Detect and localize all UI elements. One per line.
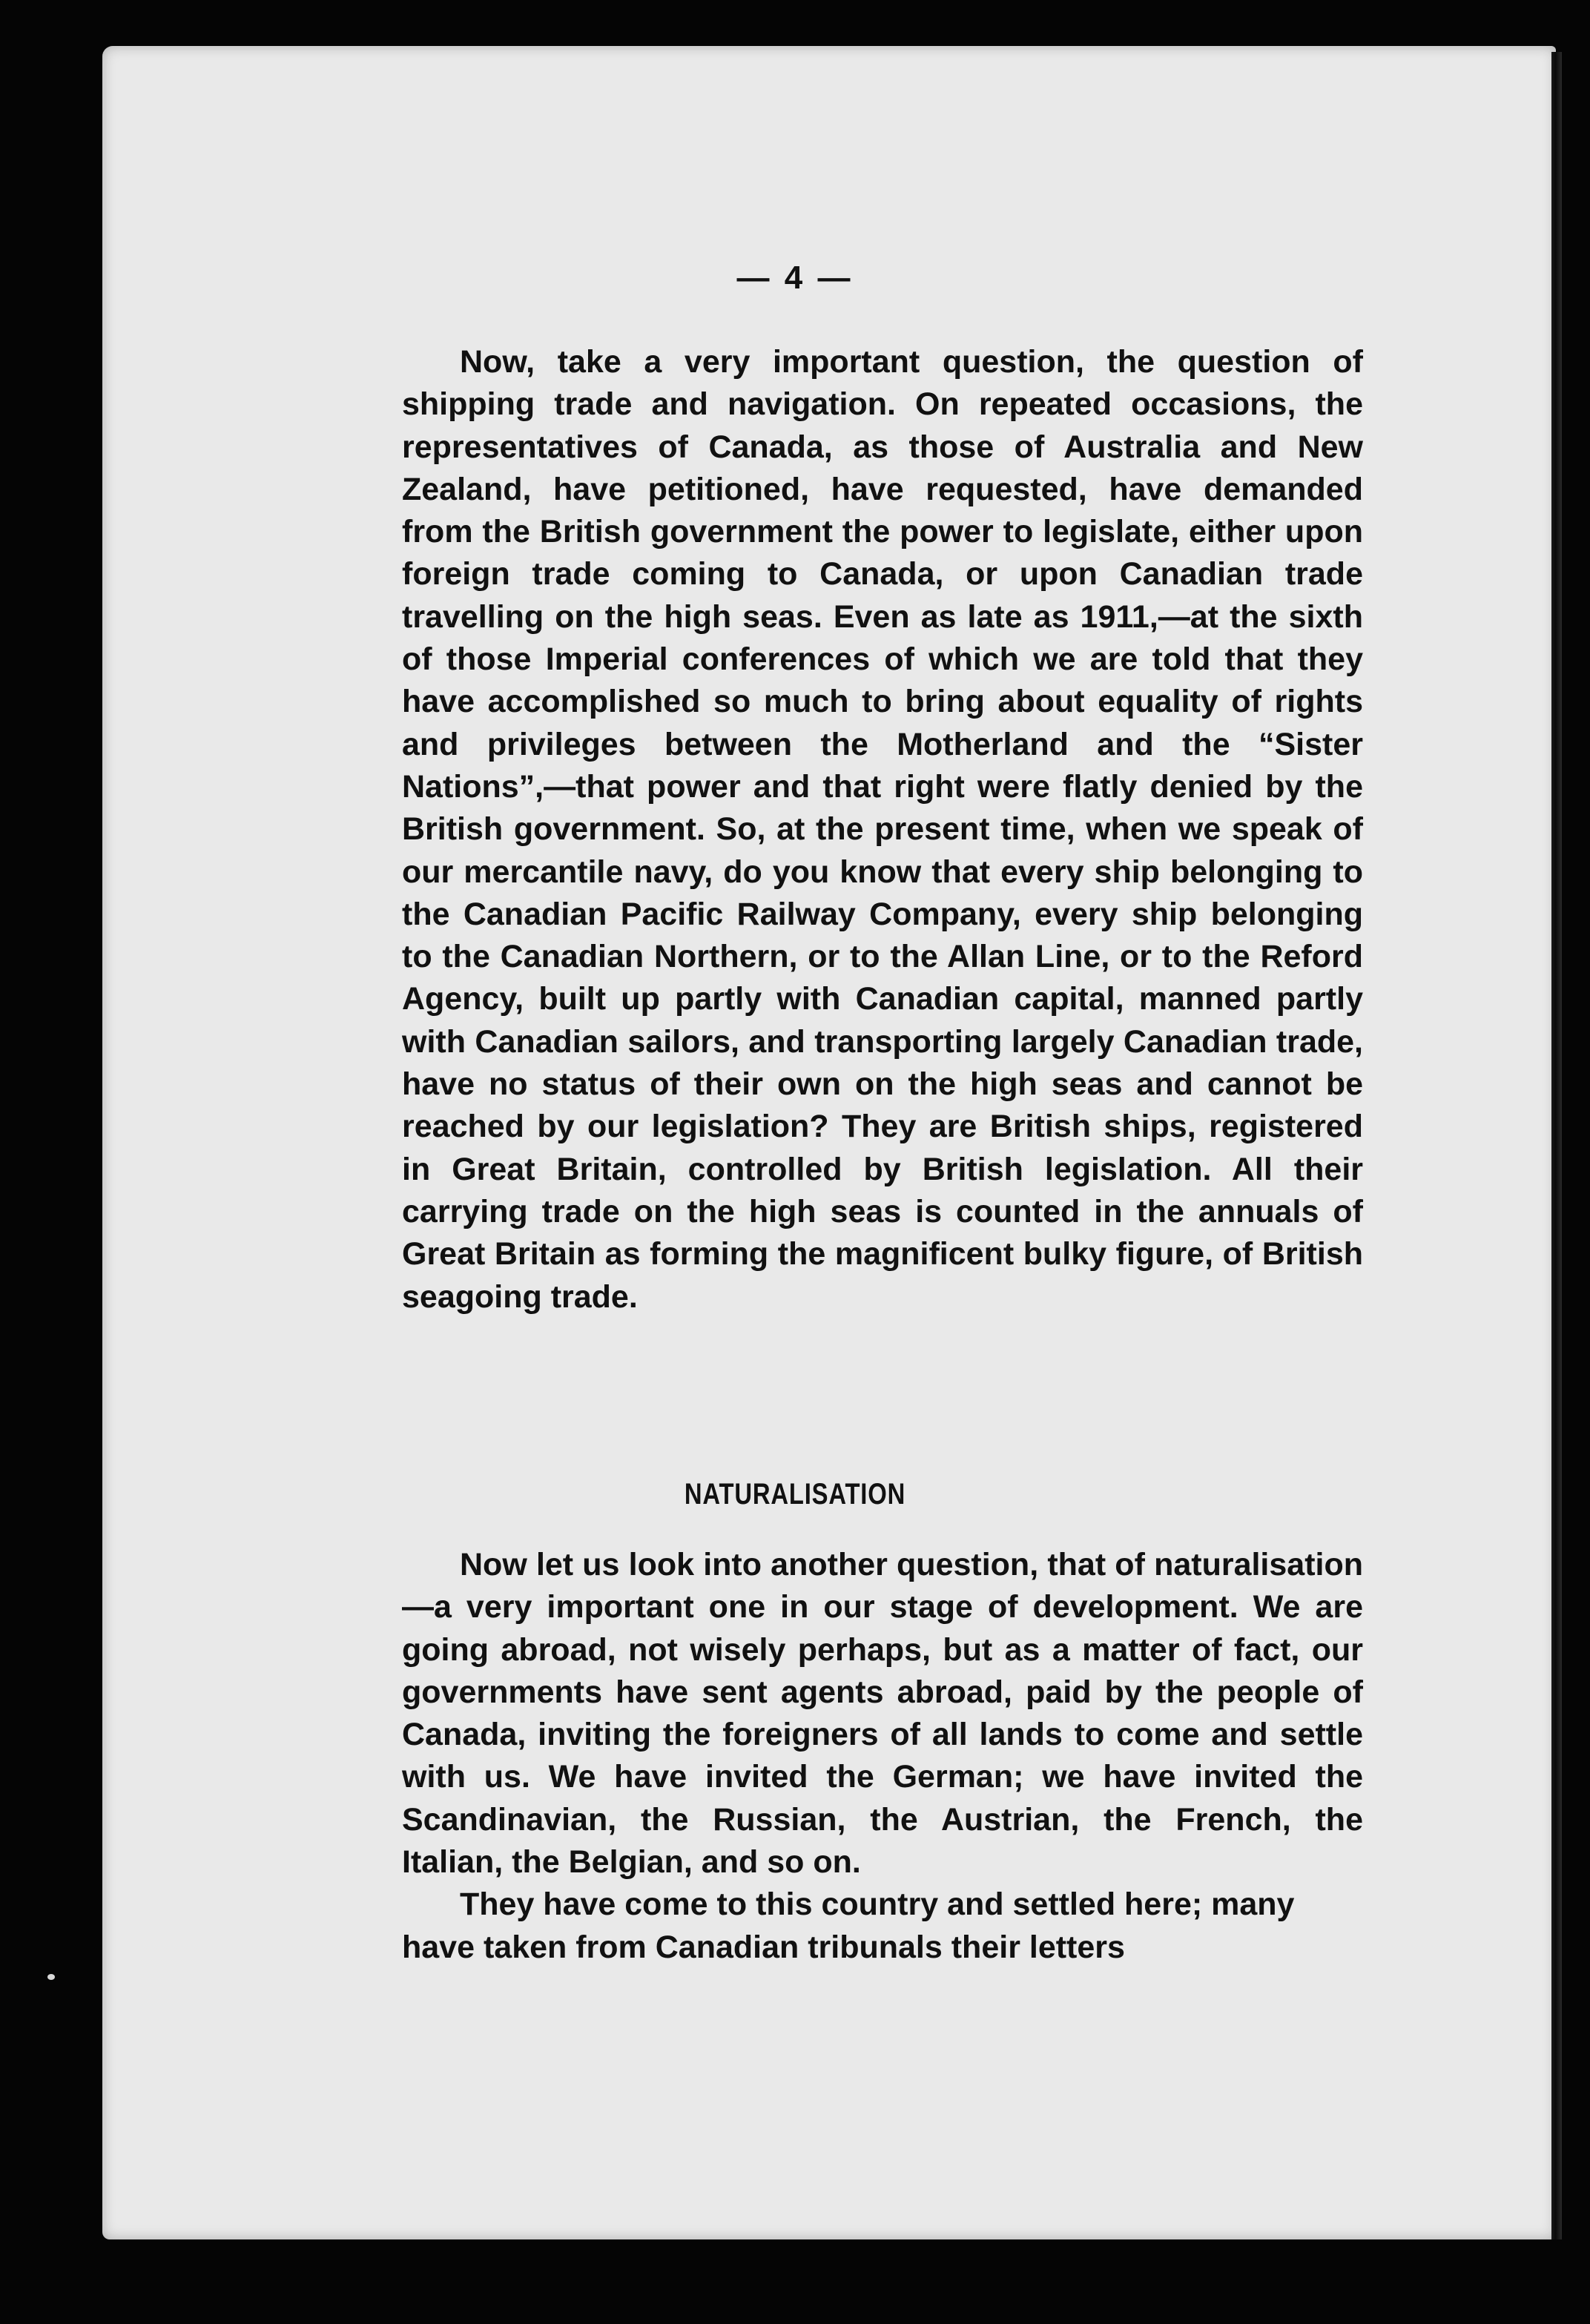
paragraph-naturalisation: Now let us look into another question, that of naturalisation—a very important one in our stage of development. We are going abroad, not wisely perhaps, but as a matter of fact, our governments have sent agents abroad, paid by the people of Canada, inviting the foreigners of all lands to come and settle with us. We have invited the German; we have invited the Scandinavian, the Russian, the Austrian, the French, the Italian, the Belgian, and so on. <box>402 1547 1363 1881</box>
paragraph-shipping: Now, take a very important question, the question of shipping trade and navigation. On repeated occasions, the representatives of Canada, as those of Australia and New Zealand, have petitioned, have requested, have demanded from the British government the power to legislate, either upon foreign trade coming to Canada, or upon Canadian trade travelling on the high seas. Even as late as 1911,—at the sixth of those Imperial conferences of which we are told that they have accomplished so much to bring about equality of rights and privileges between the Motherland and the “Sister Nations”,—that power and that right were flatly denied by the British government. So, at the present time, when we speak of our mercantile navy, do you know that every ship belonging to the Canadian Pacific Railway Company, every ship belonging to the Canadian Northern, or to the Allan Line, or to the Reford Agency, built up partly with Canadian capital, manned partly with Canadian sailors, and transporting largely Canadian trade, have no status of their own on the high seas and cannot be reached by our legislation? They are British ships, registered in Great Britain, controlled by British legislation. All their carrying trade on the high seas is counted in the annuals of Great Britain as forming the magnificent bulky figure, of British seagoing trade. <box>402 344 1363 1315</box>
page-binding-edge <box>1551 52 1562 2239</box>
section-heading: NATURALISATION <box>684 1478 906 1511</box>
body-text-section-1 <box>402 341 1363 1318</box>
page-number: — 4 — <box>736 260 854 296</box>
paragraph-settled: They have come to this country and settled here; many have taken from Canadian tribunals their letters <box>402 1886 1295 1965</box>
body-text-section-2 <box>402 1544 1363 1969</box>
dust-speck <box>47 1974 55 1980</box>
